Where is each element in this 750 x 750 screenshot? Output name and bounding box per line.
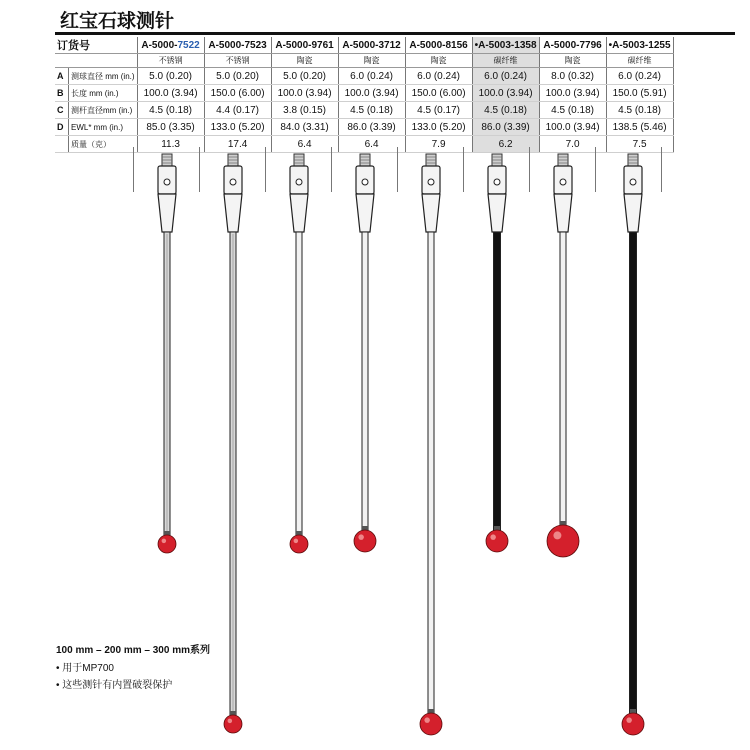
cell-D-0: 85.0 (3.35)	[137, 119, 204, 136]
order-number-header: 订货号	[55, 37, 137, 54]
material-7: 碳纤维	[606, 54, 673, 68]
bullet-dot: •	[608, 39, 613, 51]
probe-stem	[494, 232, 501, 532]
code-number: 9761	[311, 39, 334, 51]
column-divider	[529, 147, 530, 192]
row-name: EWL* mm (in.)	[69, 119, 138, 136]
code-prefix: A-5000-	[543, 39, 580, 51]
ruby-ball	[486, 530, 508, 552]
cell-C-2: 3.8 (0.15)	[271, 102, 338, 119]
note-break-protection: • 这些测针有内置破裂保护	[56, 680, 173, 691]
page-title: 红宝石球测针	[60, 11, 175, 32]
probe-taper	[158, 194, 176, 232]
material-0: 不锈钢	[137, 54, 204, 68]
cell-C-0: 4.5 (0.18)	[137, 102, 204, 119]
probe-taper	[356, 194, 374, 232]
code-number: 7796	[579, 39, 602, 51]
cell-C-6: 4.5 (0.18)	[539, 102, 606, 119]
row-name: 测球直径 mm (in.)	[69, 68, 138, 85]
probe-stem	[560, 232, 566, 527]
material-1: 不锈钢	[204, 54, 271, 68]
probe-body-hole	[362, 179, 368, 185]
cell-D-7: 138.5 (5.46)	[606, 119, 673, 136]
cell-D-1: 133.0 (5.20)	[204, 119, 271, 136]
code-prefix: A-5003-	[612, 39, 649, 51]
material-3: 陶瓷	[338, 54, 405, 68]
cell-B-2: 100.0 (3.94)	[271, 85, 338, 102]
ruby-ball	[547, 525, 579, 557]
code-number: 1358	[514, 39, 537, 51]
probe-taper	[422, 194, 440, 232]
column-divider	[397, 147, 398, 192]
cell-A-0: 5.0 (0.20)	[137, 68, 204, 85]
probe-body-hole	[494, 179, 500, 185]
material-2: 陶瓷	[271, 54, 338, 68]
probe-taper	[488, 194, 506, 232]
ruby-ball-shine	[553, 531, 561, 539]
cell-B-6: 100.0 (3.94)	[539, 85, 606, 102]
code-prefix: A-5000-	[409, 39, 446, 51]
code-number: 7522	[177, 39, 200, 51]
cell-C-5: 4.5 (0.18)	[472, 102, 539, 119]
cell-D-3: 86.0 (3.39)	[338, 119, 405, 136]
code-number: 8156	[445, 39, 468, 51]
probe-stem	[362, 232, 368, 532]
cell-D-6: 100.0 (3.94)	[539, 119, 606, 136]
cell-B-5: 100.0 (3.94)	[472, 85, 539, 102]
cell-A-6: 8.0 (0.32)	[539, 68, 606, 85]
material-4: 陶瓷	[405, 54, 472, 68]
column-divider	[265, 147, 266, 192]
cell-C-7: 4.5 (0.18)	[606, 102, 673, 119]
cell-mass-2: 6.4	[271, 136, 338, 153]
cell-A-1: 5.0 (0.20)	[204, 68, 271, 85]
code-prefix: A-5000-	[208, 39, 245, 51]
cell-mass-3: 6.4	[338, 136, 405, 153]
ruby-ball-shine	[358, 534, 364, 540]
probe-taper	[624, 194, 642, 232]
ruby-ball	[354, 530, 376, 552]
code-prefix: A-5000-	[342, 39, 379, 51]
ruby-ball	[290, 535, 308, 553]
cell-mass-5: 6.2	[472, 136, 539, 153]
ruby-ball-shine	[228, 719, 233, 724]
series-heading: 100 mm – 200 mm – 300 mm系列	[56, 645, 210, 656]
cell-D-5: 86.0 (3.39)	[472, 119, 539, 136]
probe-body-hole	[230, 179, 236, 185]
ruby-ball-shine	[490, 534, 496, 540]
probe-body-hole	[630, 179, 636, 185]
cell-A-5: 6.0 (0.24)	[472, 68, 539, 85]
probe-stem	[428, 232, 434, 715]
row-letter: A	[55, 68, 69, 85]
code-number: 7523	[244, 39, 267, 51]
column-divider	[133, 147, 134, 192]
ruby-ball-shine	[424, 717, 430, 723]
column-divider	[661, 147, 662, 192]
note-mp700: • 用于MP700	[56, 663, 114, 674]
cell-mass-0: 11.3	[137, 136, 204, 153]
code-number: 3712	[378, 39, 401, 51]
probe-taper	[290, 194, 308, 232]
ruby-ball	[158, 535, 176, 553]
probe-body-hole	[428, 179, 434, 185]
cell-mass-4: 7.9	[405, 136, 472, 153]
probe-body-hole	[164, 179, 170, 185]
ruby-ball-shine	[294, 539, 299, 544]
column-divider	[463, 147, 464, 192]
probe-stem	[296, 232, 302, 537]
probe-body-hole	[560, 179, 566, 185]
column-divider	[199, 147, 200, 192]
cell-B-1: 150.0 (6.00)	[204, 85, 271, 102]
cell-A-2: 5.0 (0.20)	[271, 68, 338, 85]
ruby-ball-shine	[626, 717, 632, 723]
cell-D-2: 84.0 (3.31)	[271, 119, 338, 136]
row-letter: B	[55, 85, 69, 102]
probe-taper	[554, 194, 572, 232]
row-name: 长度 mm (in.)	[69, 85, 138, 102]
cell-mass-6: 7.0	[539, 136, 606, 153]
probe-stem	[630, 232, 637, 715]
ruby-ball-shine	[162, 539, 167, 544]
cell-B-3: 100.0 (3.94)	[338, 85, 405, 102]
code-prefix: A-5000-	[141, 39, 178, 51]
bullet-dot: •	[474, 39, 479, 51]
cell-A-3: 6.0 (0.24)	[338, 68, 405, 85]
ruby-ball	[420, 713, 442, 735]
row-letter: D	[55, 119, 69, 136]
code-prefix: A-5003-	[478, 39, 515, 51]
ruby-ball	[224, 715, 242, 733]
material-6: 陶瓷	[539, 54, 606, 68]
cell-A-4: 6.0 (0.24)	[405, 68, 472, 85]
cell-B-0: 100.0 (3.94)	[137, 85, 204, 102]
cell-B-7: 150.0 (5.91)	[606, 85, 673, 102]
row-name: 测杆直径mm (in.)	[69, 102, 138, 119]
cell-C-3: 4.5 (0.18)	[338, 102, 405, 119]
code-prefix: A-5000-	[275, 39, 312, 51]
probe-body-hole	[296, 179, 302, 185]
ruby-ball	[622, 713, 644, 735]
row-letter: C	[55, 102, 69, 119]
cell-mass-7: 7.5	[606, 136, 673, 153]
row-name: 质量（克）	[69, 136, 138, 153]
column-divider	[595, 147, 596, 192]
cell-mass-1: 17.4	[204, 136, 271, 153]
code-number: 1255	[648, 39, 671, 51]
cell-D-4: 133.0 (5.20)	[405, 119, 472, 136]
cell-C-4: 4.5 (0.17)	[405, 102, 472, 119]
cell-B-4: 150.0 (6.00)	[405, 85, 472, 102]
material-5: 碳纤维	[472, 54, 539, 68]
column-divider	[331, 147, 332, 192]
cell-A-7: 6.0 (0.24)	[606, 68, 673, 85]
cell-C-1: 4.4 (0.17)	[204, 102, 271, 119]
probe-taper	[224, 194, 242, 232]
